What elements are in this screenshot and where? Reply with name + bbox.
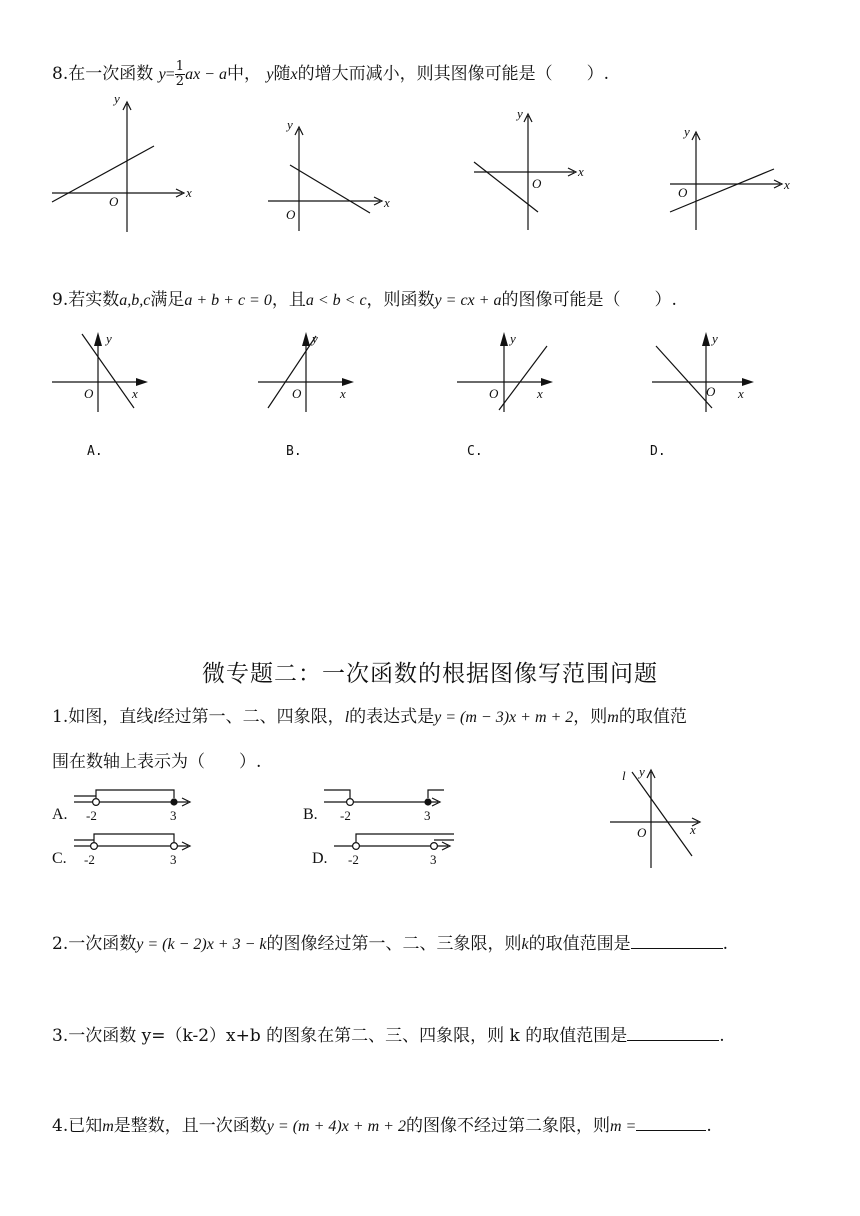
q8-fraction	[175, 60, 185, 89]
q8-var-x: x	[290, 66, 298, 83]
q9-cond1: a + b + c = 0	[184, 292, 272, 309]
tick-neg2: -2	[86, 808, 97, 823]
x-label: x	[537, 386, 543, 401]
p1-option-a-label: A.	[52, 806, 68, 823]
q9-number: 9.	[52, 290, 69, 310]
x-label: x	[186, 185, 192, 200]
q9-cond2: a < b < c	[305, 292, 367, 309]
p4-pre: 已知	[68, 1116, 103, 1136]
p1-mid1: 经过第一、二、四象限，	[157, 707, 345, 727]
q9-graph-d	[650, 326, 760, 414]
origin-label: O	[109, 194, 119, 209]
y-label: y	[712, 331, 718, 346]
origin-label: O	[706, 384, 716, 399]
q8-pre: 在一次函数	[68, 64, 154, 84]
p2-mid: 的图像经过第一、二、三象限，则	[266, 934, 522, 954]
open-dot	[431, 843, 438, 850]
p1-mid3: ，则	[573, 707, 608, 727]
q8-post: 的增大而减小，则其图像可能是（ ）.	[297, 64, 609, 84]
p3-body: 3.一次函数 y=（k-2）x+b 的图象在第二、三、四象限，则 k 的取值范围是	[52, 1026, 628, 1046]
q9-option-c: C.	[467, 444, 483, 459]
p1-option-b-label: B.	[303, 806, 318, 823]
origin-label: O	[292, 386, 302, 401]
origin-label: O	[489, 386, 499, 401]
p2-post: 的取值范围是	[528, 934, 631, 954]
p4-end: .	[706, 1116, 712, 1136]
function-line	[656, 346, 712, 408]
p1-text-line2: 围在数轴上表示为（ ）.	[52, 752, 262, 772]
interval-bracket	[94, 834, 174, 842]
y-label: y	[106, 331, 112, 346]
origin-label: O	[84, 386, 94, 401]
p2-answer-blank[interactable]	[631, 930, 723, 949]
y-arrow-icon	[500, 332, 508, 346]
q8-mid1: 中，	[226, 64, 261, 84]
line-l-label: l	[622, 768, 626, 783]
q9-text	[52, 288, 677, 313]
q9-mid3: ，则函数	[366, 290, 435, 310]
p1-pre: 如图，直线	[68, 707, 154, 727]
origin-label: O	[678, 185, 688, 200]
p4-mid2: 的图像不经过第二象限，则	[405, 1116, 610, 1136]
open-dot	[91, 843, 98, 850]
open-dot	[347, 799, 354, 806]
number-line-c	[70, 830, 200, 870]
p1-option-c-label: C.	[52, 850, 67, 867]
p1-text-line1	[52, 705, 687, 730]
q9-func: y = cx + a	[434, 292, 502, 309]
open-dot	[93, 799, 100, 806]
tick-3: 3	[424, 808, 431, 823]
q9-graph-c	[455, 326, 565, 414]
p4-mid1: 是整数，且一次函数	[113, 1116, 267, 1136]
number-line-d	[330, 830, 460, 870]
tick-neg2: -2	[340, 808, 351, 823]
p2-text	[52, 930, 728, 957]
q8-graph-4	[666, 120, 796, 234]
open-dot	[353, 843, 360, 850]
tick-3: 3	[170, 808, 177, 823]
y-label: y	[114, 92, 120, 106]
y-label: y	[287, 117, 293, 132]
q9-post: 的图像可能是（ ）.	[501, 290, 677, 310]
p3-text	[52, 1022, 725, 1048]
tick-neg2: -2	[84, 852, 95, 867]
p1-post: 的取值范	[618, 707, 687, 727]
y-arrow-icon	[94, 332, 102, 346]
q9-option-d: D.	[650, 444, 666, 459]
q8-formula-y: y	[158, 66, 166, 83]
interval-right	[428, 790, 444, 798]
section-title: 微专题二：一次函数的根据图像写范围问题	[202, 661, 658, 687]
q9-graph-a	[50, 326, 160, 414]
origin-label: O	[637, 825, 647, 840]
q8-graph-1	[48, 92, 198, 234]
q8-frac-den: 2	[175, 74, 185, 89]
p2-k: k	[521, 936, 529, 953]
x-label: x	[384, 195, 390, 210]
x-label: x	[784, 177, 790, 192]
interval-bracket	[96, 790, 174, 798]
q8-formula-eq: =	[165, 66, 175, 83]
tick-3: 3	[430, 852, 437, 867]
q8-frac-num: 1	[175, 59, 185, 74]
p3-answer-blank[interactable]	[627, 1022, 719, 1041]
q8-var-y: y	[266, 66, 274, 83]
q9-vars: a,b,c	[119, 292, 151, 309]
origin-label: O	[286, 207, 296, 222]
p1-option-d-label: D.	[312, 850, 328, 867]
tick-neg2: -2	[348, 852, 359, 867]
x-label: x	[738, 386, 744, 401]
x-arrow-icon	[541, 378, 553, 386]
p2-number: 2.	[52, 934, 69, 954]
interval-right	[356, 834, 454, 842]
closed-dot	[424, 798, 431, 805]
q9-mid2: ，且	[271, 290, 306, 310]
p1-graph	[606, 762, 718, 870]
q9-mid1: 满足	[150, 290, 185, 310]
p1-expr: y = (m − 3)x + m + 2	[434, 709, 574, 726]
y-label: y	[684, 124, 690, 139]
p1-m: m	[607, 709, 619, 726]
open-dot	[171, 843, 178, 850]
q8-formula-rest: ax − a	[185, 66, 227, 83]
p1-number: 1.	[52, 707, 69, 727]
x-label: x	[578, 164, 584, 179]
y-label: y	[510, 331, 516, 346]
function-line	[52, 146, 154, 202]
p2-expr: y = (k − 2)x + 3 − k	[136, 936, 267, 953]
q8-text	[52, 60, 609, 89]
p1-mid2: 的表达式是	[349, 707, 435, 727]
q9-graph-b	[256, 326, 366, 414]
y-arrow-icon	[302, 332, 310, 346]
x-label: x	[690, 822, 696, 837]
p4-answer-blank[interactable]	[636, 1112, 706, 1131]
x-label: x	[340, 386, 346, 401]
function-line	[290, 165, 370, 213]
q8-mid2: 随	[273, 64, 291, 84]
x-arrow-icon	[136, 378, 148, 386]
origin-label: O	[532, 176, 542, 191]
y-label: y	[517, 106, 523, 121]
p2-pre: 一次函数	[68, 934, 137, 954]
p4-text	[52, 1112, 712, 1139]
x-arrow-icon	[742, 378, 754, 386]
p1-l1: l	[153, 709, 158, 726]
closed-dot	[170, 798, 177, 805]
q8-graph-2	[262, 115, 402, 235]
y-label: y	[639, 764, 645, 779]
x-arrow-icon	[342, 378, 354, 386]
q9-option-b: B.	[286, 444, 302, 459]
p2-end: .	[722, 934, 728, 954]
function-line	[632, 772, 692, 856]
x-label: x	[132, 386, 138, 401]
q9-pre: 若实数	[68, 290, 120, 310]
p3-end: .	[719, 1026, 725, 1046]
y-label: y	[312, 331, 318, 346]
y-arrow-icon	[702, 332, 710, 346]
tick-3: 3	[170, 852, 177, 867]
p4-expr: y = (m + 4)x + m + 2	[266, 1118, 406, 1135]
p1-l2: l	[344, 709, 350, 726]
p4-number: 4.	[52, 1116, 69, 1136]
q8-number: 8.	[52, 64, 69, 84]
number-line-a	[70, 786, 200, 826]
q8-graph-3	[468, 104, 598, 234]
p4-m2: m =	[609, 1118, 637, 1135]
interval-left	[324, 790, 350, 798]
q9-option-a: A.	[87, 444, 103, 459]
number-line-b	[320, 786, 450, 826]
p4-m: m	[102, 1118, 114, 1135]
